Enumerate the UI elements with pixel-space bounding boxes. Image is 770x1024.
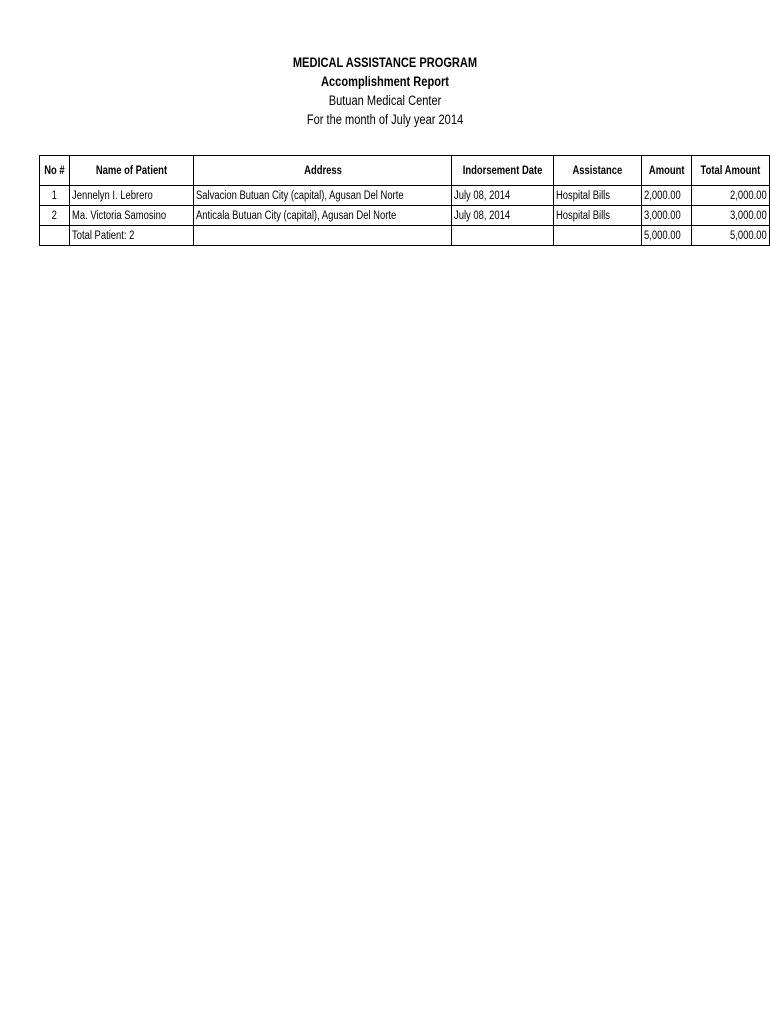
col-header-date: Indorsement Date [452,156,554,186]
row-amount: 2,000.00 [642,186,692,206]
totals-assistance-empty [554,226,642,246]
report-period: For the month of July year 2014 [306,112,464,127]
report-title: MEDICAL ASSISTANCE PROGRAM [292,55,478,70]
row-indorsement-date: July 08, 2014 [452,186,554,206]
table-row [40,186,770,206]
row-assistance: Hospital Bills [554,186,642,206]
organization-name: Butuan Medical Center [328,93,442,108]
table-header-row [40,156,770,186]
row-indorsement-date: July 08, 2014 [452,206,554,226]
row-total-amount: 3,000.00 [692,206,770,226]
col-header-name: Name of Patient [69,156,193,186]
col-header-total-amount: Total Amount [692,156,770,186]
col-header-address: Address [194,156,452,186]
row-assistance: Hospital Bills [554,206,642,226]
row-patient-name: Ma. Victoria Samosino [69,206,193,226]
col-header-assistance: Assistance [554,156,642,186]
table-row [40,206,770,226]
row-patient-name: Jennelyn I. Lebrero [69,186,193,206]
report-subtitle: Accomplishment Report [321,74,449,89]
accomplishment-table [39,155,770,246]
row-address: Anticala Butuan City (capital), Agusan Del Norte [194,206,452,226]
row-no: 1 [40,186,70,206]
row-address: Salvacion Butuan City (capital), Agusan Del Norte [194,186,452,206]
col-header-no: No # [40,156,70,186]
totals-date-empty [452,226,554,246]
row-amount: 3,000.00 [642,206,692,226]
table-totals-row [40,226,770,246]
report-header [0,53,770,129]
totals-address-empty [194,226,452,246]
col-header-amount: Amount [642,156,692,186]
row-no: 2 [40,206,70,226]
totals-amount: 5,000.00 [642,226,692,246]
row-total-amount: 2,000.00 [692,186,770,206]
totals-total-amount: 5,000.00 [692,226,770,246]
totals-no-empty [40,226,70,246]
total-patient-label: Total Patient: 2 [69,226,193,246]
